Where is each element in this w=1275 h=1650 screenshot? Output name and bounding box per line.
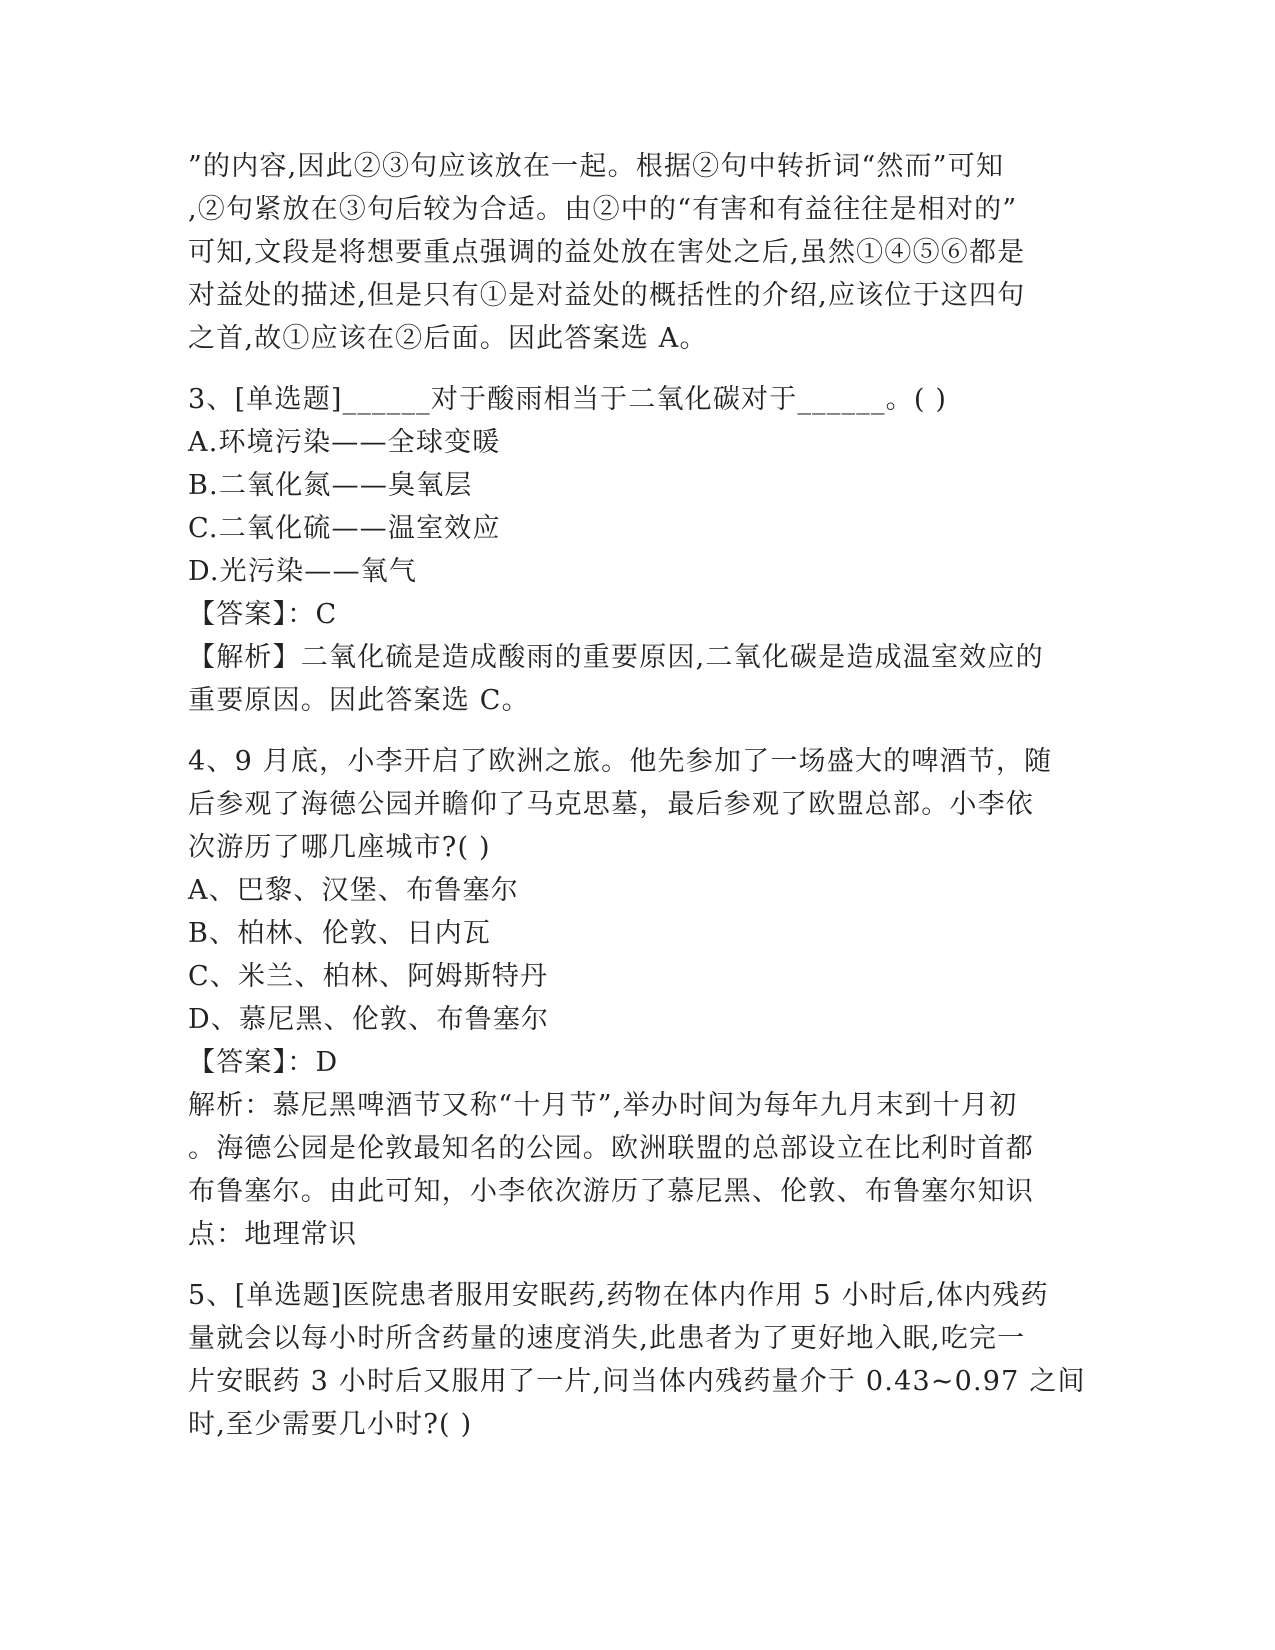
text-line: 可知,文段是将想要重点强调的益处放在害处之后,虽然①④⑤⑥都是 (188, 237, 1026, 268)
question-3 (188, 378, 1088, 722)
question-stem: 4、9 月底，小李开启了欧洲之旅。他先参加了一场盛大的啤酒节，随 (188, 746, 1053, 777)
previous-explanation-continuation (188, 145, 1088, 360)
text-line: 之首,故①应该在②后面。因此答案选 A。 (188, 323, 708, 354)
option-c: C.二氧化硫——温室效应 (188, 513, 501, 544)
text-line: ”的内容,因此②③句应该放在一起。根据②句中转折词“然而”可知 (188, 151, 1005, 182)
explanation-line: 点：地理常识 (188, 1219, 358, 1250)
question-5 (188, 1274, 1088, 1446)
text-line: ,②句紧放在③句后较为合适。由②中的“有害和有益往往是相对的” (188, 194, 1018, 225)
question-stem: 5、[单选题]医院患者服用安眠药,药物在体内作用 5 小时后,体内残药 (188, 1280, 1049, 1311)
option-b: B、柏林、伦敦、日内瓦 (188, 918, 492, 949)
text-line: 对益处的描述,但是只有①是对益处的概括性的介绍,应该位于这四句 (188, 280, 1026, 311)
explanation-line: 。海德公园是伦敦最知名的公园。欧洲联盟的总部设立在比利时首都 (188, 1133, 1034, 1164)
answer: 【答案】：C (188, 599, 338, 630)
option-d: D.光污染——氧气 (188, 556, 418, 587)
question-stem: 3、[单选题]______对于酸雨相当于二氧化碳对于______。( ) (188, 384, 948, 415)
option-c: C、米兰、柏林、阿姆斯特丹 (188, 961, 549, 992)
option-a: A、巴黎、汉堡、布鲁塞尔 (188, 875, 519, 906)
question-stem: 后参观了海德公园并瞻仰了马克思墓，最后参观了欧盟总部。小李依 (188, 789, 1034, 820)
explanation-line: 解析：慕尼黑啤酒节又称“十月节”,举办时间为每年九月末到十月初 (188, 1090, 1018, 1121)
document-body (188, 145, 1088, 1446)
answer: 【答案】：D (188, 1047, 339, 1078)
explanation-line: 【解析】二氧化硫是造成酸雨的重要原因,二氧化碳是造成温室效应的 (188, 642, 1044, 673)
question-stem: 时,至少需要几小时?( ) (188, 1409, 473, 1440)
question-4 (188, 740, 1088, 1256)
option-a: A.环境污染——全球变暖 (188, 427, 501, 458)
question-stem: 片安眠药 3 小时后又服用了一片,问当体内残药量介于 0.43~0.97 之间 (188, 1366, 1086, 1397)
explanation-line: 布鲁塞尔。由此可知，小李依次游历了慕尼黑、伦敦、布鲁塞尔知识 (188, 1176, 1034, 1207)
question-stem: 次游历了哪几座城市?( ) (188, 832, 491, 863)
explanation-line: 重要原因。因此答案选 C。 (188, 685, 530, 716)
question-stem: 量就会以每小时所含药量的速度消失,此患者为了更好地入眠,吃完一 (188, 1323, 1026, 1354)
option-b: B.二氧化氮——臭氧层 (188, 470, 473, 501)
option-d: D、慕尼黑、伦敦、布鲁塞尔 (188, 1004, 550, 1035)
